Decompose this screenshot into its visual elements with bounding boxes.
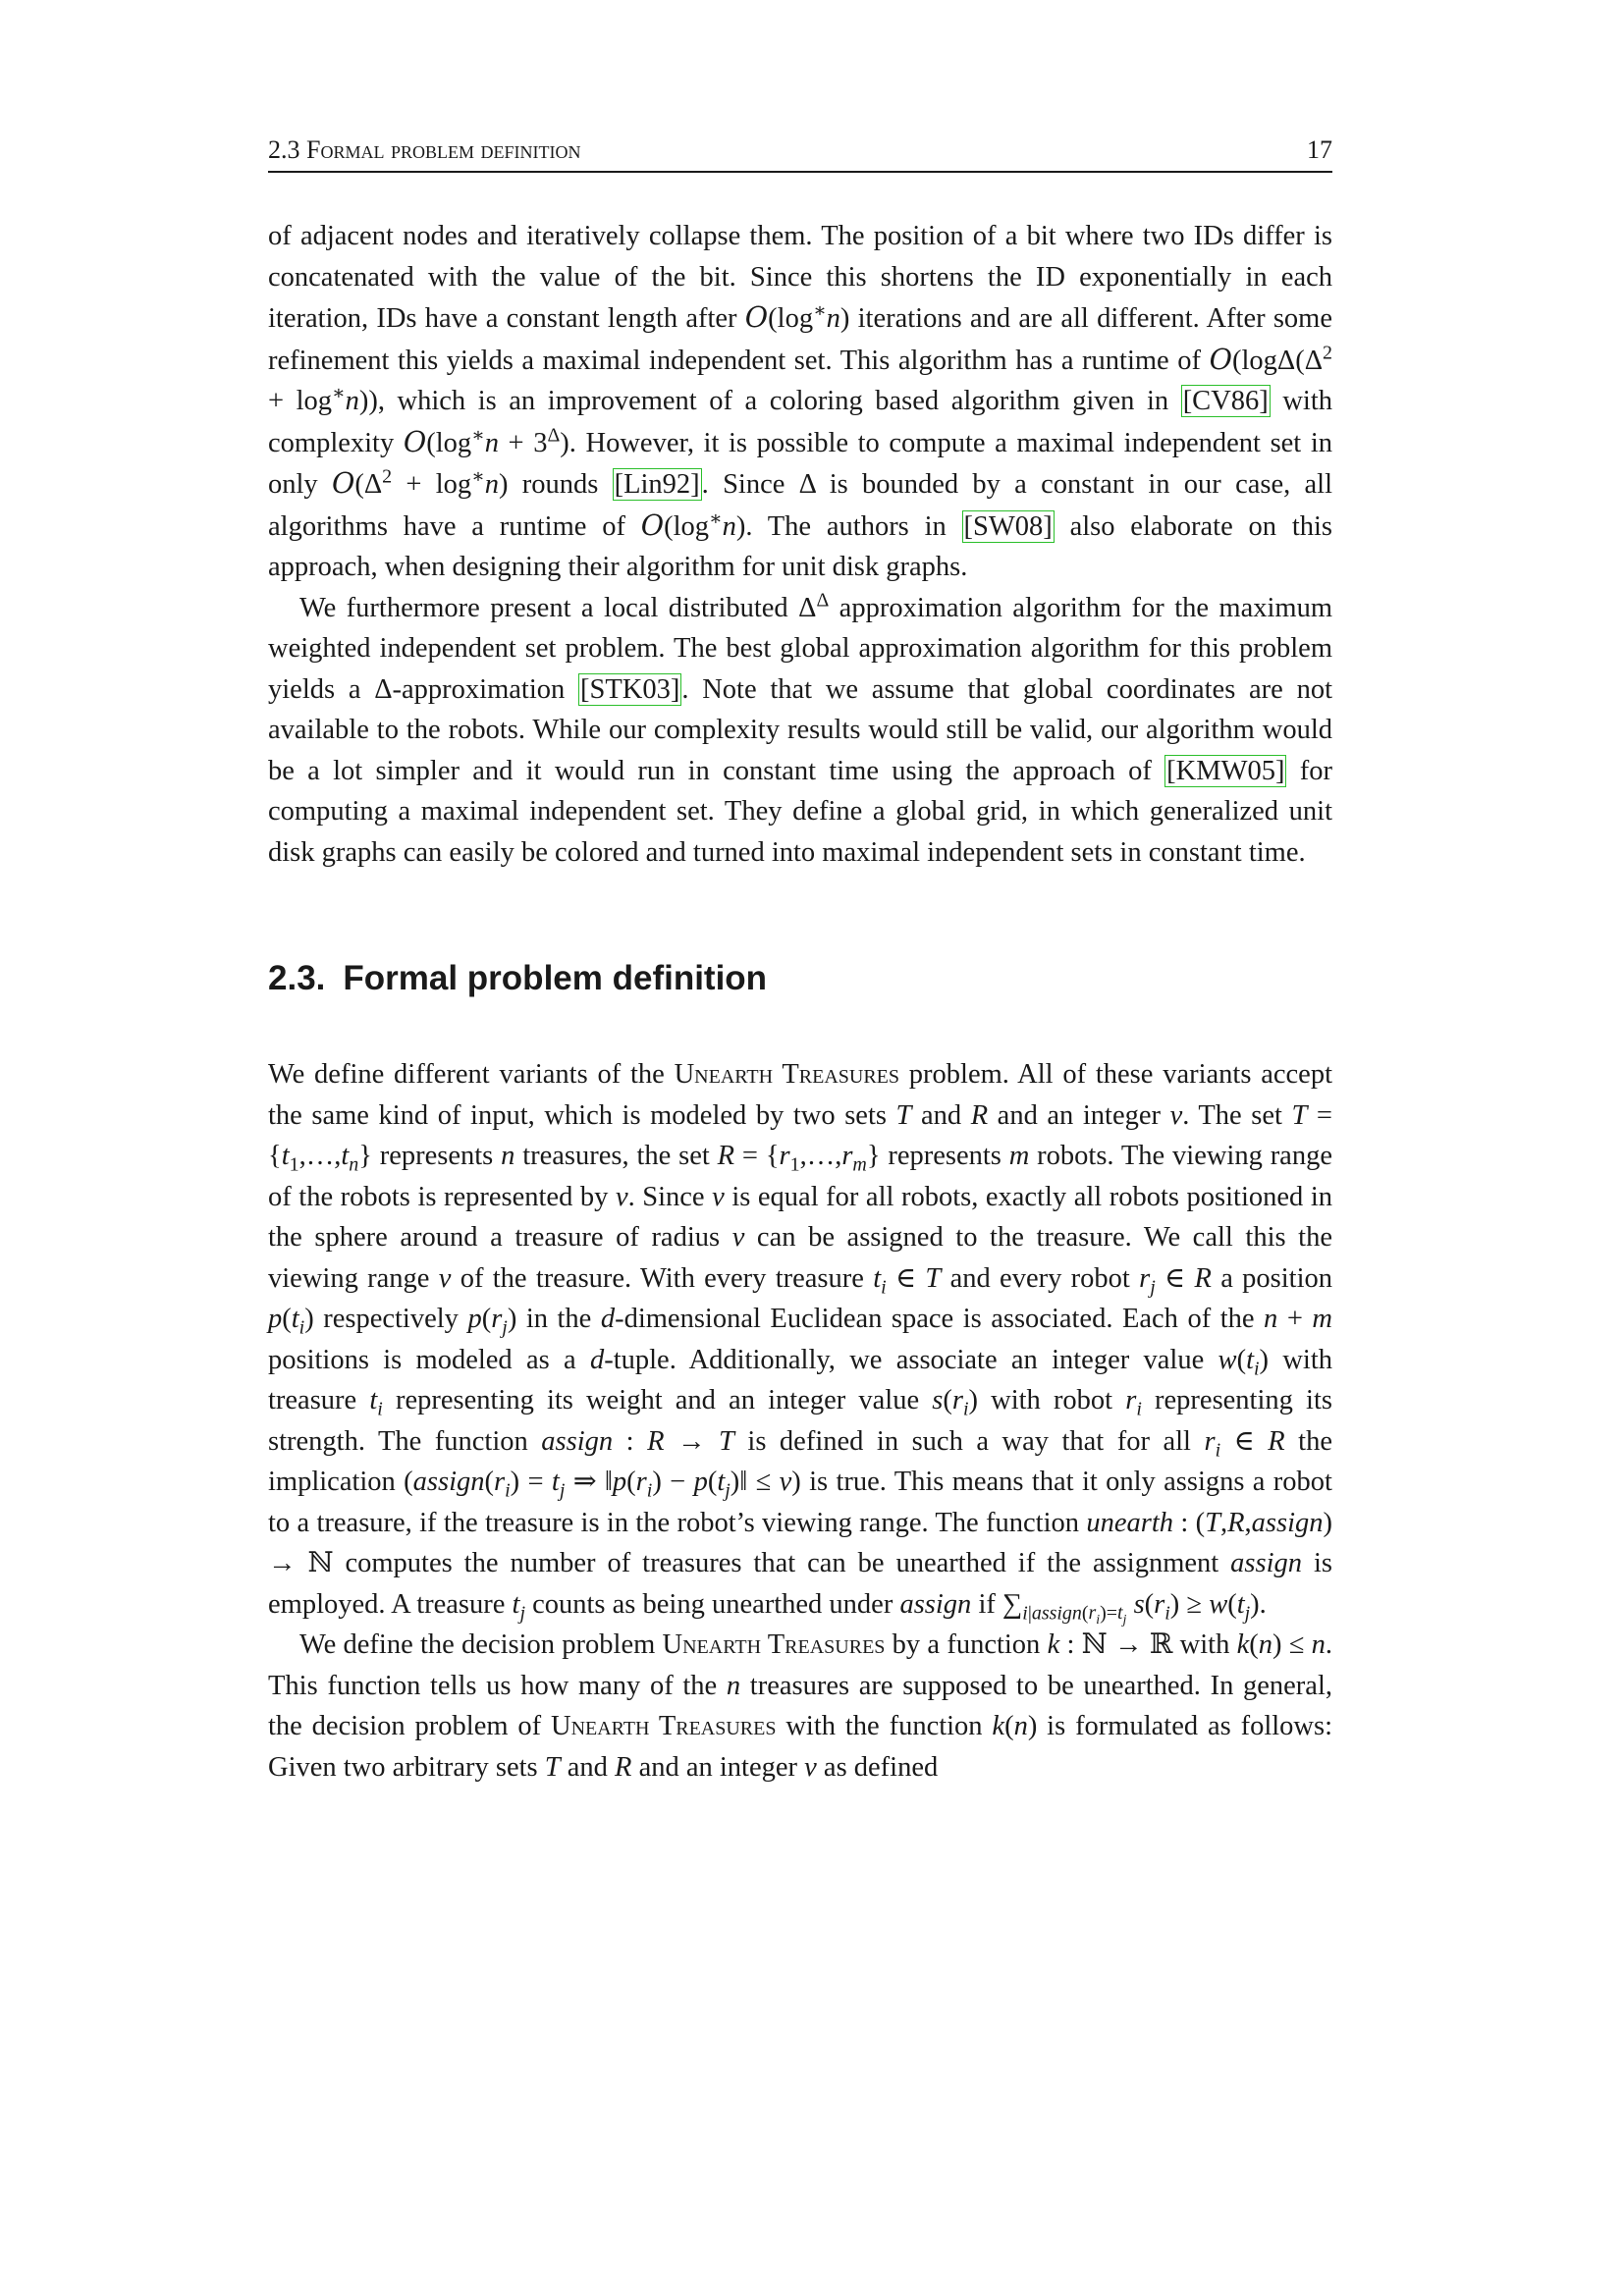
paragraph-decision-problem: We define the decision problem Unearth Treasures by a function k : ℕ → ℝ with k(n) ≤ n. This function tells us how many of the n treasures are supposed to be unearthed. In general, the decision problem of Unearth Treasures with the function k(n) is formulated as follows: Given two arbitrary sets T and R and an integer v as defined [268,1629,1333,1783]
citation-kmw05[interactable]: [KMW05] [1166,755,1285,786]
page-number: 17 [1307,135,1332,164]
citation-stk03[interactable]: [STK03] [580,673,680,705]
paragraph-definition: We define different variants of the Unearth Treasures problem. All of these variants accept the same kind of input, which is modeled by two sets T and R and an integer v. The set $T = \{t_1,\dots,t_n\}$ represents n treasures, the set $R = \{r_1,\dots,r_m\}$ represents m robots. The viewing range of the robots is represented by v. Since v is equal for all robots, exactly all robots positioned in the sphere around a treasure of radius v can be assigned to the treasure. We call this the viewing range v of the treasure. With every treasure $t_i$ ∈ T and every robot $r_j$ ∈ R a position $p(t_i)$ respectively $p(r_j)$ in the d-dimensional Euclidean space is associated. Each of the n + m positions is modeled as a d-tuple. Additionally, we associate an integer value $w(t_i)$ with treasure $t_i$ representing its weight and an integer value $s(r_i)$ with robot $r_i$ representing its strength. The function assign : R → T is defined in such a way that for all $r_i$ ∈ R the implication ($assign(r_i) = t_j$ ⇒ $‖p(r_i)$ − $p(t_j)‖ \le v$) is true. This means that it only assigns a robot to a treasure, if the treasure is in the robot’s viewing range. The function unearth : (T,R,assign) → ℕ computes the number of treasures that can be unearthed if the assignment assign is employed. A treasure $t_j$ counts as being unearthed under assign if $\sum_{i|assign(r_i)=t_j}$ $s(r_i) \ge w(t_j)$. [268,1059,1333,1629]
citation-lin92[interactable]: [Lin92] [614,469,700,500]
section-heading [268,957,1332,1000]
problem-name: Unearth Treasures [550,1711,777,1741]
section-number: 2.3. [268,959,326,997]
citation-cv86[interactable]: [CV86] [1182,386,1269,416]
problem-name: Unearth Treasures [662,1629,886,1660]
paragraph-approximation: We furthermore present a local distributed $\Delta^\Delta$ approximation algorithm for the maximum weighted independent set problem. The best global approximation algorithm for this problem yields a Δ-approximation [STK03]. Note that we assume that global coordinates are not available to the robots. While our complexity results would still be valid, our algorithm would be a lot simpler and it would run in constant time using the approach of [KMW05] for computing a maximal independent set. They define a global grid, in which generalized unit disk graphs can easily be colored and turned into maximal independent sets in constant time. [268,589,1332,868]
page [268,133,1332,1788]
section-title: Formal problem definition [343,959,768,997]
running-head [268,133,1332,173]
running-head-title: 2.3 Formal problem definition [268,135,581,164]
citation-sw08[interactable]: [SW08] [963,510,1053,542]
problem-name: Unearth Treasures [674,1059,900,1090]
paragraph-mis-algorithms: of adjacent nodes and iteratively collapse them. The position of a bit where two IDs differ is concatenated with the value of the bit. Since this shortens the ID exponentially in each iteration, IDs have a constant length after O(log∗n) iterations and are all different. After some refinement this yields a maximal independent set. This algorithm has a runtime of $O(\log\Delta(\Delta^2 + \log^∗n))$, which is an improvement of a coloring based algorithm given in [CV86] with complexity $O(\log^∗n + 3^\Delta)$. However, it is possible to compute a maximal independent set in only $O(\Delta^2 + \log^∗n)$ rounds [Lin92]. Since Δ is bounded by a constant in our case, all algorithms have a runtime of O(log∗n). The authors in [SW08] also elaborate on this approach, when designing their algorithm for unit disk graphs. [268,221,1332,582]
